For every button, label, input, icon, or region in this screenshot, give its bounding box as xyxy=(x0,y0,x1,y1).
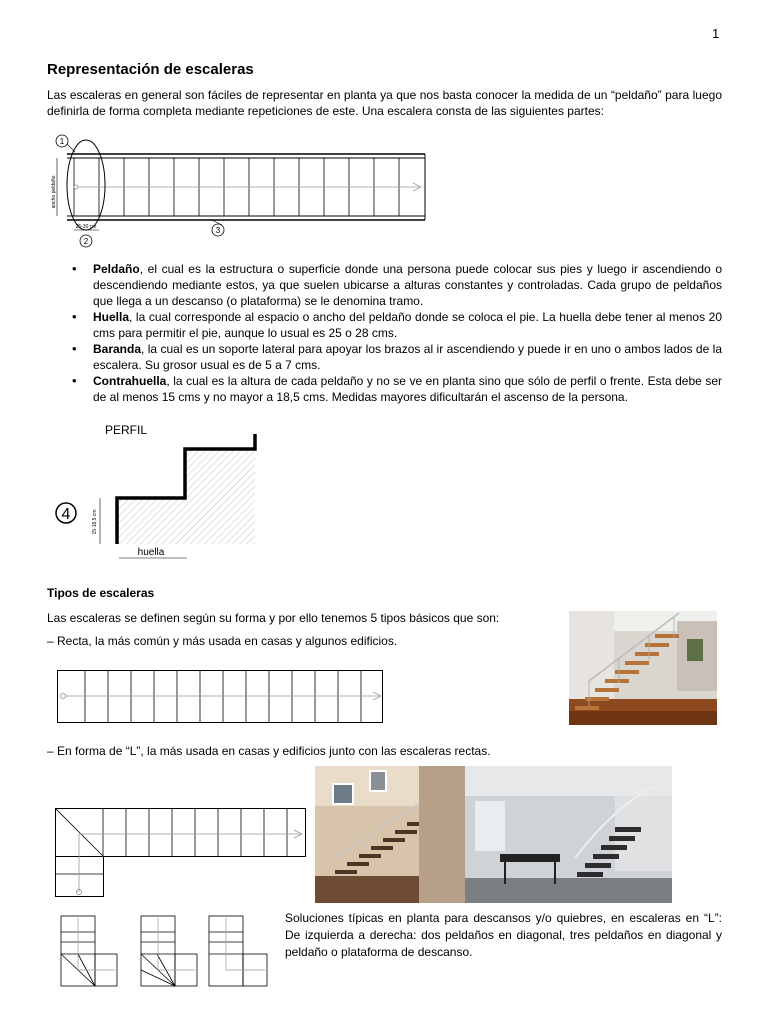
page-title: Representación de escaleras xyxy=(47,61,254,78)
callout-2: 2 xyxy=(83,237,89,246)
term-contrahuella: Contrahuella xyxy=(93,374,167,388)
tread-dimension-label: 25-30 cm xyxy=(75,224,97,230)
intro-paragraph: Las escaleras en general son fáciles de representar en planta ya que nos basta conocer la medida de un “peldaño” para luego definirla de forma completa mediante repeticiones de este. Una escalera consta de las siguientes partes: xyxy=(47,88,722,118)
term-baranda: Baranda xyxy=(93,342,142,356)
list-item xyxy=(72,309,722,341)
list-item xyxy=(72,341,722,373)
list-item xyxy=(72,373,722,405)
parts-list xyxy=(72,261,722,405)
callout-4: 4 xyxy=(61,506,71,523)
term-peldano: Peldaño xyxy=(93,262,140,276)
definition-text: , la cual corresponde al espacio o ancho del peldaño donde se coloca el pie. La huella debe tener al menos 20 cms para permitir el pie, aunque lo usual es 25 o 28 cms. xyxy=(93,310,722,340)
tipo-recta-text: – Recta, la más común y más usada en casas y algunos edificios. xyxy=(47,634,398,648)
landing-solutions-plans xyxy=(57,912,279,990)
straight-stair-plan xyxy=(57,670,385,724)
definition-text: , la cual es un soporte lateral para apoyar los brazos al ir ascendiendo y puede ir en uno o ambos lados de la escalera. Su grosor usual es de 5 a 7 cms. xyxy=(93,342,722,372)
straight-stair-photo xyxy=(569,611,717,725)
perfil-label: PERFIL xyxy=(105,423,148,437)
tipos-intro: Las escaleras se definen según su forma y por ello tenemos 5 tipos básicos que son: xyxy=(47,611,500,625)
definition-text: , la cual es la altura de cada peldaño y no se ve en planta sino que sólo de perfil o frente. Esta debe ser de al menos 15 cms y no mayor a 18,5 cms. Medidas mayores dificultarán el ascenso de la persona. xyxy=(93,374,722,404)
stair-plan-diagram xyxy=(47,130,432,250)
list-item xyxy=(72,261,722,309)
l-stair-photos xyxy=(315,766,672,903)
term-huella: Huella xyxy=(93,310,130,324)
side-dimension-label: ancho peldaño xyxy=(51,175,57,209)
callout-1: 1 xyxy=(59,137,65,146)
definition-text: , el cual es la estructura o superficie donde una persona puede colocar sus pies y luego ir ascendiendo o descendiendo mediante estos, ya que suelen ubicarse a alturas constantes y controladas. Cada grupo de peldaños que llega a un descanso (o plataforma) se le denomina tramo. xyxy=(93,262,722,308)
landing-caption: Soluciones típicas en planta para descansos y/o quiebres, en escaleras en “L”: De izquierda a derecha: dos peldaños en diagonal, tres peldaños en diagonal y peldaño o plataforma de descanso. xyxy=(285,911,722,959)
page-number: 1 xyxy=(712,26,720,41)
stair-profile-diagram xyxy=(47,418,272,570)
height-dimension-label: 15-18,5 cm xyxy=(92,509,98,535)
l-stair-plan xyxy=(55,808,310,898)
huella-label: huella xyxy=(137,547,165,558)
tipo-l-text: – En forma de “L”, la más usada en casas y edificios junto con las escaleras rectas. xyxy=(47,744,491,758)
tipos-heading: Tipos de escaleras xyxy=(47,586,155,600)
callout-3: 3 xyxy=(215,226,221,235)
